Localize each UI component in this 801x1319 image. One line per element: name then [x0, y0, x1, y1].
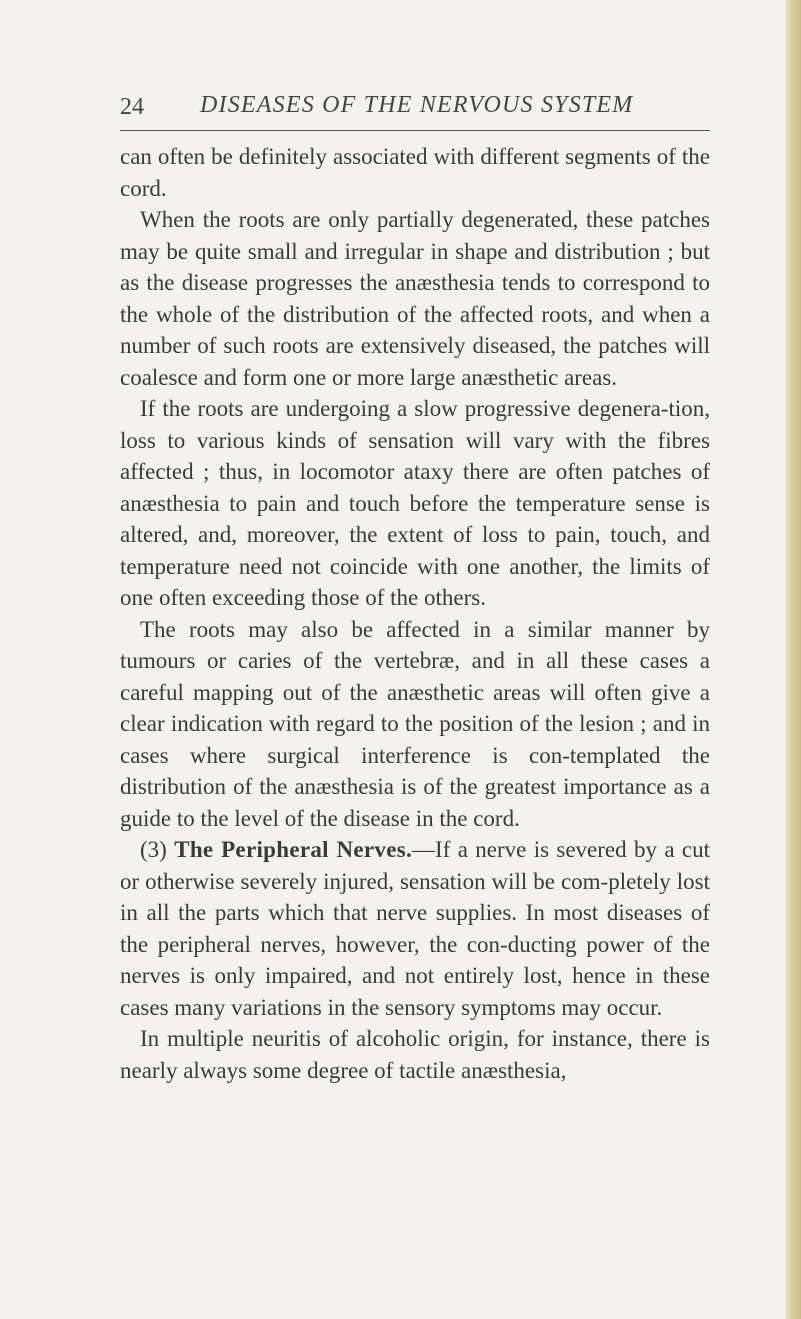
- body-text: [120, 141, 710, 1086]
- section-heading: The Peripheral Nerves.: [174, 837, 413, 862]
- page-number: 24: [120, 94, 144, 120]
- paragraph-peripheral-nerves: [120, 834, 710, 1023]
- section-number: (3): [140, 837, 175, 862]
- running-title: DISEASES OF THE NERVOUS SYSTEM: [200, 92, 634, 118]
- paragraph: When the roots are only partially degenerated, these patches may be quite small and irregular in shape and distribution ; but as the disease progresses the anæsthesia tends to correspond to the whole of the distribution of the affected roots, and when a number of such roots are extensively diseased, the patches will coalesce and form one or more large anæsthetic areas.: [120, 207, 710, 390]
- paragraph: can often be definitely associated with different segments of the cord.: [120, 144, 710, 201]
- running-head: [120, 90, 710, 131]
- paragraph-text: —If a nerve is severed by a cut or otherwise severely injured, sensation will be com-pletely lost in all the parts which that nerve supplies. In most diseases of the peripheral nerves, however, the con-ducting power of the nerves is only impaired, and not entirely lost, hence in these cases many variations in the sensory symptoms may occur.: [120, 837, 711, 1020]
- page-edge: [785, 0, 801, 1319]
- paragraph: The roots may also be affected in a similar manner by tumours or caries of the vertebræ, and in all these cases a careful mapping out of the anæsthetic areas will often give a clear indication with regard to the position of the lesion ; and in cases where surgical interference is con-templated the distribution of the anæsthesia is of the greatest importance as a guide to the level of the disease in the cord.: [120, 616, 710, 831]
- paragraph: If the roots are undergoing a slow progressive degenera-tion, loss to various kinds of sensation will vary with the fibres affected ; thus, in locomotor ataxy there are often patches of anæsthesia to pain and touch before the temperature sense is altered, and, moreover, the extent of loss to pain, touch, and temperature need not coincide with one another, the limits of one often exceeding those of the others.: [120, 396, 710, 610]
- paragraph: In multiple neuritis of alcoholic origin, for instance, there is nearly always some degree of tactile anæsthesia,: [120, 1026, 710, 1083]
